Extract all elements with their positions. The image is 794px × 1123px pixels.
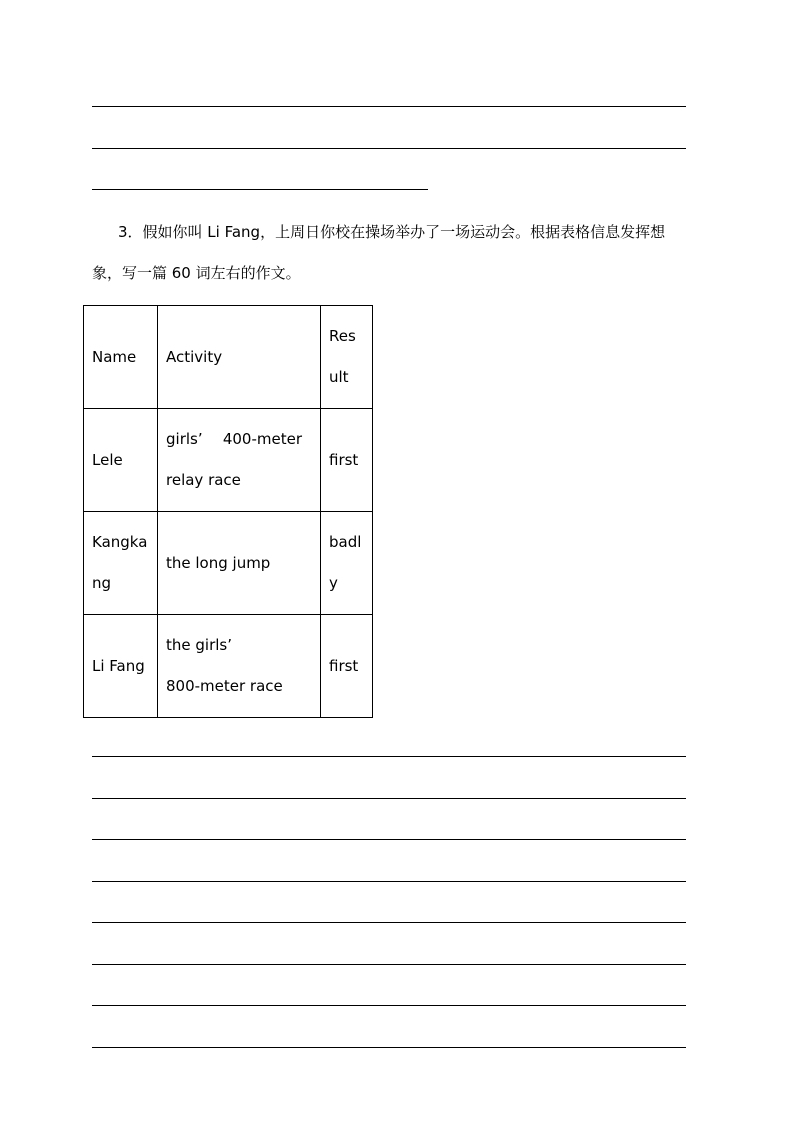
cell-name-text-2: ng [92,574,112,592]
cell-result-text-1: badl [329,533,362,551]
cell-name-text: Lele [92,450,123,469]
cell-activity [158,409,321,512]
answer-line [92,756,686,757]
cell-activity [158,615,321,718]
answer-line [92,881,686,882]
header-activity [158,306,321,409]
answer-line [92,106,686,107]
cell-result [321,615,373,718]
table-row [84,615,373,718]
cell-name-text: Li Fang [92,656,145,675]
header-name [84,306,158,409]
answer-line [92,798,686,799]
answer-line [92,148,686,149]
cell-name [84,615,158,718]
cell-activity-text: the long jump [166,553,271,572]
cell-result-text: first [329,450,359,469]
question-line-1: 3．假如你叫 Li Fang，上周日你校在操场举办了一场运动会。根据表格信息发挥想 [118,223,666,241]
answer-line [92,1005,686,1006]
cell-activity-word: 400-meter [222,430,302,448]
cell-name [84,512,158,615]
header-result [321,306,373,409]
cell-activity-line-2: relay race [166,471,241,489]
cell-activity-line-1: the girls’ [166,636,232,654]
cell-activity [158,512,321,615]
answer-line [92,1047,686,1048]
answer-line [92,922,686,923]
cell-name-text-1: Kangka [92,533,148,551]
header-name-label: Name [92,347,137,366]
cell-result-text-2: y [329,574,338,592]
sports-meet-table [83,305,373,718]
cell-activity-word: girls’ [166,430,203,448]
answer-line [92,964,686,965]
cell-result-text: first [329,656,359,675]
cell-activity-line-2: 800-meter race [166,677,283,695]
answer-line-short [92,189,428,190]
header-activity-label: Activity [166,347,223,366]
question-prompt [92,212,712,294]
table-row [84,409,373,512]
cell-name [84,409,158,512]
question-line-2: 象，写一篇 60 词左右的作文。 [92,264,301,282]
cell-result [321,409,373,512]
header-result-label-2: ult [329,368,349,386]
cell-activity-line-1 [166,419,320,460]
header-result-label-1: Res [329,327,356,345]
cell-result [321,512,373,615]
answer-line [92,839,686,840]
table-row [84,512,373,615]
table-header-row [84,306,373,409]
